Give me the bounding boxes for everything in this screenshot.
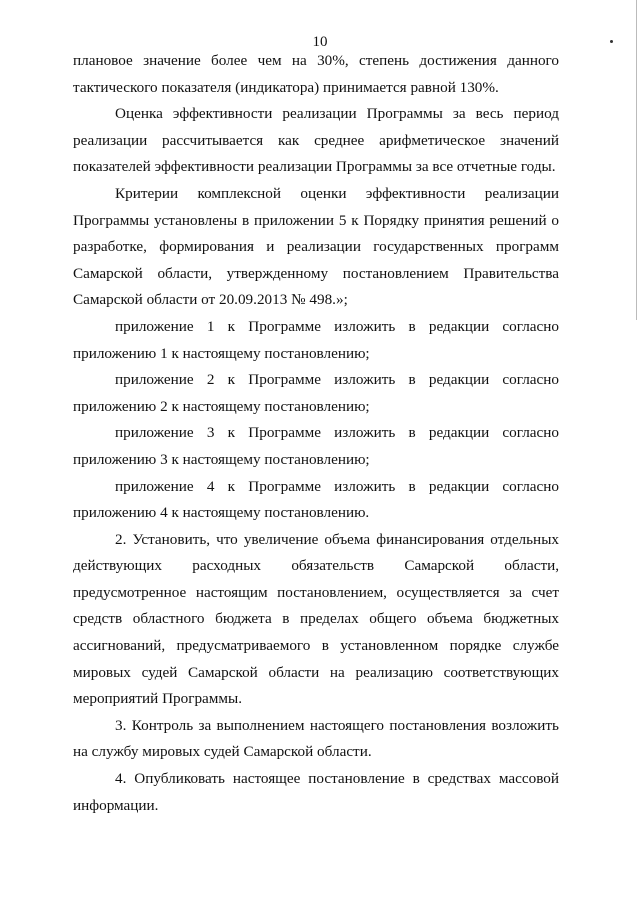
paragraph-appendix-4: приложение 4 к Программе изложить в редакции согласно приложению 4 к настоящему постановлению.	[73, 477, 559, 522]
paragraph-item-2: 2. Установить, что увеличение объема финансирования отдельных действующих расходных обязательств Самарской области, предусмотренное настоящим постановлением, осуществляется за счет средств областного бюджета в пределах общего объема бюджетных ассигнований, предусматриваемого в установленном порядке службе мировых судей Самарской области на реализацию соответствующих мероприятий Программы.	[73, 530, 559, 708]
paragraph-item-4: 4. Опубликовать настоящее постановление в средствах массовой информации.	[73, 770, 559, 814]
paragraph-continuation: плановое значение более чем на 30%, степень достижения данного тактического показателя (индикатора) принимается равной 130%.	[73, 52, 559, 96]
paragraph-item-3: 3. Контроль за выполнением настоящего постановления возложить на службу мировых судей Самарской области.	[73, 716, 559, 761]
paragraph-criteria: Критерии комплексной оценки эффективности реализации Программы установлены в приложении 5 к Порядку принятия решений о разработке, формирования и реализации государственных программ Самарской области, утвержденному постановлением Правительства Самарской области от 20.09.2013 № 498.»;	[73, 184, 559, 309]
paragraph-appendix-3: приложение 3 к Программе изложить в редакции согласно приложению 3 к настоящему постановлению;	[73, 424, 559, 468]
paragraph-evaluation: Оценка эффективности реализации Программы за весь период реализации рассчитывается как среднее арифметическое значений показателей эффективности реализации Программы за все отчетные годы.	[73, 105, 559, 176]
paragraph-appendix-2: приложение 2 к Программе изложить в редакции согласно приложению 2 к настоящему постановлению;	[73, 371, 559, 415]
document-body	[73, 48, 559, 819]
paragraph-appendix-1: приложение 1 к Программе изложить в редакции согласно приложению 1 к настоящему постановлению;	[73, 317, 559, 362]
page-number: 10	[312, 34, 328, 50]
